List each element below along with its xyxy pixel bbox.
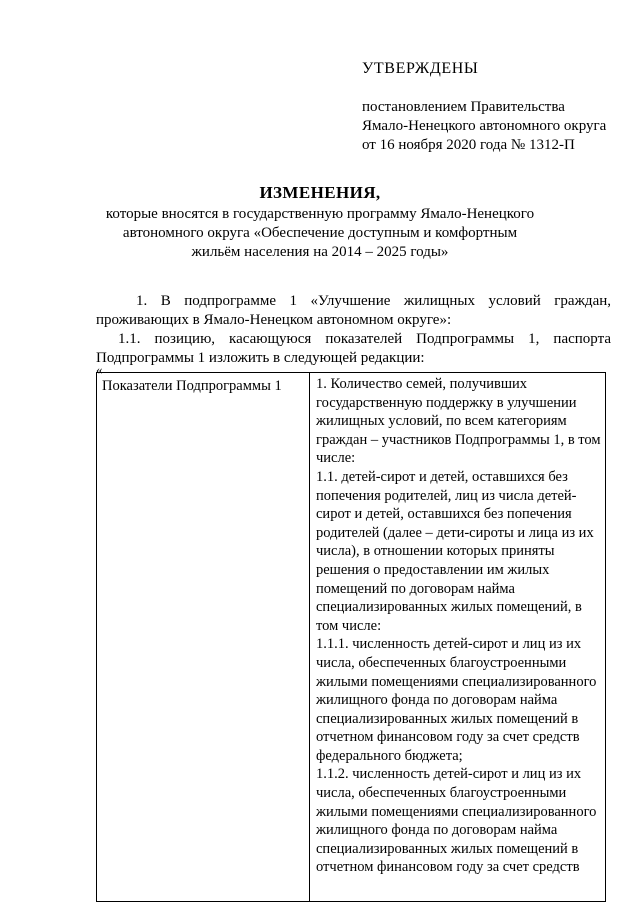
document-subtitle-line-1: которые вносятся в государственную программу Ямало-Ненецкого (105, 206, 535, 222)
table-row (97, 373, 606, 902)
table-content-line: числа), в отношении которых приняты (316, 543, 555, 560)
table-content-line: граждан – участников Подпрограммы 1, в том (316, 431, 601, 448)
table-content-line: отчетном финансовом году за счет средств (316, 859, 580, 876)
paragraph-2-line-1: 1.1. позицию, касающуюся показателей Подпрограммы 1, паспорта (118, 331, 611, 347)
table-content-line: решения о предоставлении им жилых (316, 561, 550, 578)
table-content-line: государственную поддержку в улучшении (316, 394, 577, 411)
approval-line-2: Ямало-Ненецкого автономного округа (362, 118, 607, 134)
table-content-line: федерального бюджета; (316, 747, 463, 764)
document-subtitle-line-2: автономного округа «Обеспечение доступным и комфортным (122, 225, 518, 241)
approval-title: УТВЕРЖДЕНЫ (362, 60, 479, 77)
table-content-line: попечения родителей, лиц из числа детей- (316, 487, 577, 504)
table-label-cell (97, 373, 310, 902)
table-content-line: жилищного фонда по договорам найма (316, 822, 558, 839)
table-content-line: числа, обеспеченных благоустроенными (316, 654, 567, 671)
paragraph-1-line-2: проживающих в Ямало-Ненецком автономном округе»: (96, 312, 452, 328)
table-content-line: 1.1.2. численность детей-сирот и лиц из их (316, 766, 582, 783)
approval-line-3: от 16 ноября 2020 года № 1312-П (362, 137, 575, 153)
table-content-line: жилыми помещениями специализированного (316, 673, 597, 690)
paragraph-2-line-2: Подпрограммы 1 изложить в следующей редакции: (96, 350, 425, 366)
table-content-line: сирот и детей, оставшихся без попечения (316, 506, 572, 523)
table-content-line: 1.1. детей-сирот и детей, оставшихся без (316, 468, 568, 485)
table-content-line: жилищных условий, по всем категориям (316, 413, 567, 430)
table-content-line: отчетном финансовом году за счет средств (316, 729, 580, 746)
table-content-line: жилищного фонда по договорам найма (316, 692, 558, 709)
table-content-line: специализированных жилых помещений в (316, 840, 579, 857)
table-content-line: жилыми помещениями специализированного (316, 803, 597, 820)
table-content-line: числа, обеспеченных благоустроенными (316, 785, 567, 802)
indicators-table (96, 372, 606, 902)
table-content-line: том числе: (316, 617, 382, 634)
table-content-cell (310, 373, 606, 902)
paragraph-1-line-1: 1. В подпрограмме 1 «Улучшение жилищных условий граждан, (136, 293, 611, 309)
table-content-line: специализированных жилых помещений в (316, 710, 579, 727)
approval-line-1: постановлением Правительства (362, 99, 565, 115)
table-content-line: помещений по договорам найма (316, 580, 515, 597)
indicators-label: Показатели Подпрограммы 1 (102, 378, 282, 394)
table-content-line: специализированных жилых помещений, в (316, 599, 582, 616)
table-content-line: родителей (далее – дети-сироты и лица из их (316, 524, 594, 541)
document-title: ИЗМЕНЕНИЯ, (259, 183, 381, 202)
table-content-line: 1.1.1. численность детей-сирот и лиц из их (316, 636, 582, 653)
document-subtitle-line-3: жильём населения на 2014 – 2025 годы» (191, 244, 449, 260)
table-content-line: 1. Количество семей, получивших (316, 376, 528, 392)
opening-quote: « (96, 362, 103, 377)
table-content-line: числе: (316, 450, 356, 467)
